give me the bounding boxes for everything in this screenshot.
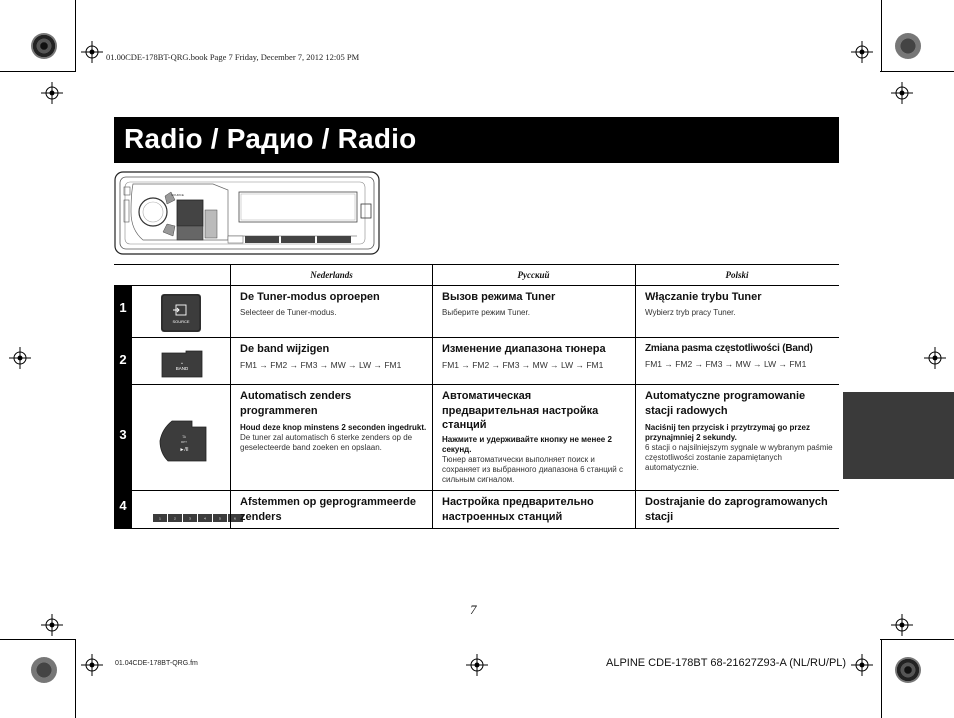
svg-text:▲: ▲: [180, 361, 184, 365]
crop-mark: [881, 0, 882, 72]
svg-text:►/II: ►/II: [179, 447, 189, 453]
step-heading: Zmiana pasma częstotliwości (Band): [645, 343, 813, 354]
page-number: 7: [470, 602, 477, 617]
cell-nl: [230, 385, 433, 453]
step-number: 4: [114, 491, 132, 528]
step-description: Selecteer de Tuner-modus.: [240, 307, 337, 317]
cell-nl: [230, 491, 433, 524]
cell-pl: [635, 286, 839, 318]
svg-text:1: 1: [159, 516, 161, 521]
registration-mark-icon: [41, 82, 63, 104]
button-illustration-cell: [132, 491, 236, 528]
table-header: [114, 264, 839, 286]
cell-ru: [432, 338, 635, 371]
svg-text:SOURCE: SOURCE: [171, 193, 184, 197]
title-bar: [114, 117, 839, 163]
crop-mark: [881, 639, 882, 718]
registration-mark-icon: [891, 82, 913, 104]
radio-faceplate-illustration: [113, 170, 381, 256]
svg-text:4: 4: [204, 516, 206, 521]
registration-mark-icon: [466, 654, 488, 676]
svg-text:5: 5: [219, 516, 221, 521]
registration-mark-icon: [41, 614, 63, 636]
step-heading: Настройка предварительно настроенных станций: [442, 496, 594, 523]
band-button-icon: [160, 350, 204, 378]
crop-mark: [75, 0, 76, 72]
svg-text:6: 6: [234, 516, 236, 521]
cell-pl: [635, 491, 839, 524]
step-heading: Вызов режима Tuner: [442, 291, 556, 303]
cell-ru: [432, 385, 635, 485]
section-tab: [843, 392, 954, 479]
svg-text:SOURCE: SOURCE: [172, 319, 190, 324]
crop-mark: [0, 639, 76, 640]
button-illustration-cell: [132, 385, 230, 490]
svg-text:2: 2: [174, 516, 176, 521]
registration-mark-icon: [81, 654, 103, 676]
cell-nl: [230, 286, 433, 318]
button-illustration-cell: [132, 338, 230, 384]
band-sequence: FM1 → FM2 → FM3 → MW → LW → FM1: [442, 359, 604, 370]
cell-pl: [635, 338, 839, 370]
step-heading: De band wijzigen: [240, 343, 330, 355]
step-heading: Автоматическая предварительная настройка станций: [442, 390, 599, 431]
registration-mark-icon: [924, 347, 946, 369]
crop-mark: [880, 71, 954, 72]
step-description: De tuner zal automatisch 6 sterke zenders op de geselecteerde band zoeken en opslaan.: [240, 433, 413, 452]
color-disc-icon: [895, 33, 921, 59]
step-heading: Automatyczne programowanie stacji radowych: [645, 390, 806, 417]
column-header-pl: Polski: [725, 270, 749, 280]
registration-mark-icon: [851, 654, 873, 676]
step-heading: Automatisch zenders programmeren: [240, 390, 352, 417]
play-pause-button-icon: [158, 419, 208, 463]
crop-mark: [75, 639, 76, 718]
crop-mark: [880, 639, 954, 640]
crop-mark: [0, 71, 76, 72]
svg-text:RPT: RPT: [181, 440, 187, 444]
registration-mark-icon: [9, 347, 31, 369]
step-description: Выберите режим Tuner.: [442, 307, 530, 317]
svg-text:TA: TA: [182, 435, 186, 439]
column-header-nl: Nederlands: [310, 270, 353, 280]
svg-text:BAND: BAND: [175, 366, 189, 371]
table-row: [114, 491, 839, 529]
step-description: Тюнер автоматически выполняет поиск и сохраняет из выбранного диапазона 6 станций с сильным сигналом.: [442, 454, 623, 484]
table-row: [114, 385, 839, 491]
registration-mark-icon: [891, 614, 913, 636]
cell-ru: [432, 286, 635, 318]
step-heading: Изменение диапазона тюнера: [442, 343, 606, 355]
step-instruction: Naciśnij ten przycisk i przytrzymaj go przez przynajmniej 2 sekundy.: [645, 423, 810, 442]
step-heading: De Tuner-modus oproepen: [240, 291, 380, 303]
registration-mark-icon: [851, 41, 873, 63]
column-header-ru: Русский: [517, 270, 550, 280]
color-disc-icon: [31, 657, 57, 683]
band-sequence: FM1 → FM2 → FM3 → MW → LW → FM1: [645, 359, 807, 369]
cell-pl: [635, 385, 839, 473]
step-instruction: Нажмите и удерживайте кнопку не менее 2 секунд.: [442, 434, 612, 454]
registration-mark-icon: [81, 41, 103, 63]
step-heading: Dostrajanie do zaprogramowanych stacji: [645, 496, 828, 523]
fm-file-name: 01.04CDE-178BT-QRG.fm: [115, 660, 198, 667]
step-heading: Włączanie trybu Tuner: [645, 291, 762, 303]
model-footer: ALPINE CDE-178BT 68-21627Z93-A (NL/RU/PL): [606, 657, 847, 669]
cell-ru: [432, 491, 635, 524]
step-heading: Afstemmen op geprogrammeerde zenders: [240, 496, 417, 523]
table-row: [114, 286, 839, 338]
color-disc-icon: [895, 657, 921, 683]
button-illustration-cell: [132, 286, 230, 337]
svg-text:3: 3: [189, 516, 191, 521]
step-description: 6 stacji o najsilniejszym sygnale w wybranym paśmie częstotliwości zostanie zapamiętanych automatycznie.: [645, 443, 833, 472]
step-number: 1: [114, 286, 132, 337]
book-info: 01.00CDE-178BT-QRG.book Page 7 Friday, December 7, 2012 12:05 PM: [106, 52, 360, 62]
step-number: 2: [114, 338, 132, 384]
page-title: Radio / Радио / Radio: [124, 123, 417, 154]
band-sequence: FM1 → FM2 → FM3 → MW → LW → FM1: [240, 359, 402, 370]
step-description: Wybierz tryb pracy Tuner.: [645, 307, 736, 317]
cell-nl: [230, 338, 433, 371]
step-instruction: Houd deze knop minstens 2 seconden ingedrukt.: [240, 423, 427, 432]
table-row: [114, 338, 839, 385]
color-disc-icon: [31, 33, 57, 59]
source-button-icon: [161, 294, 201, 332]
step-number: 3: [114, 385, 132, 490]
